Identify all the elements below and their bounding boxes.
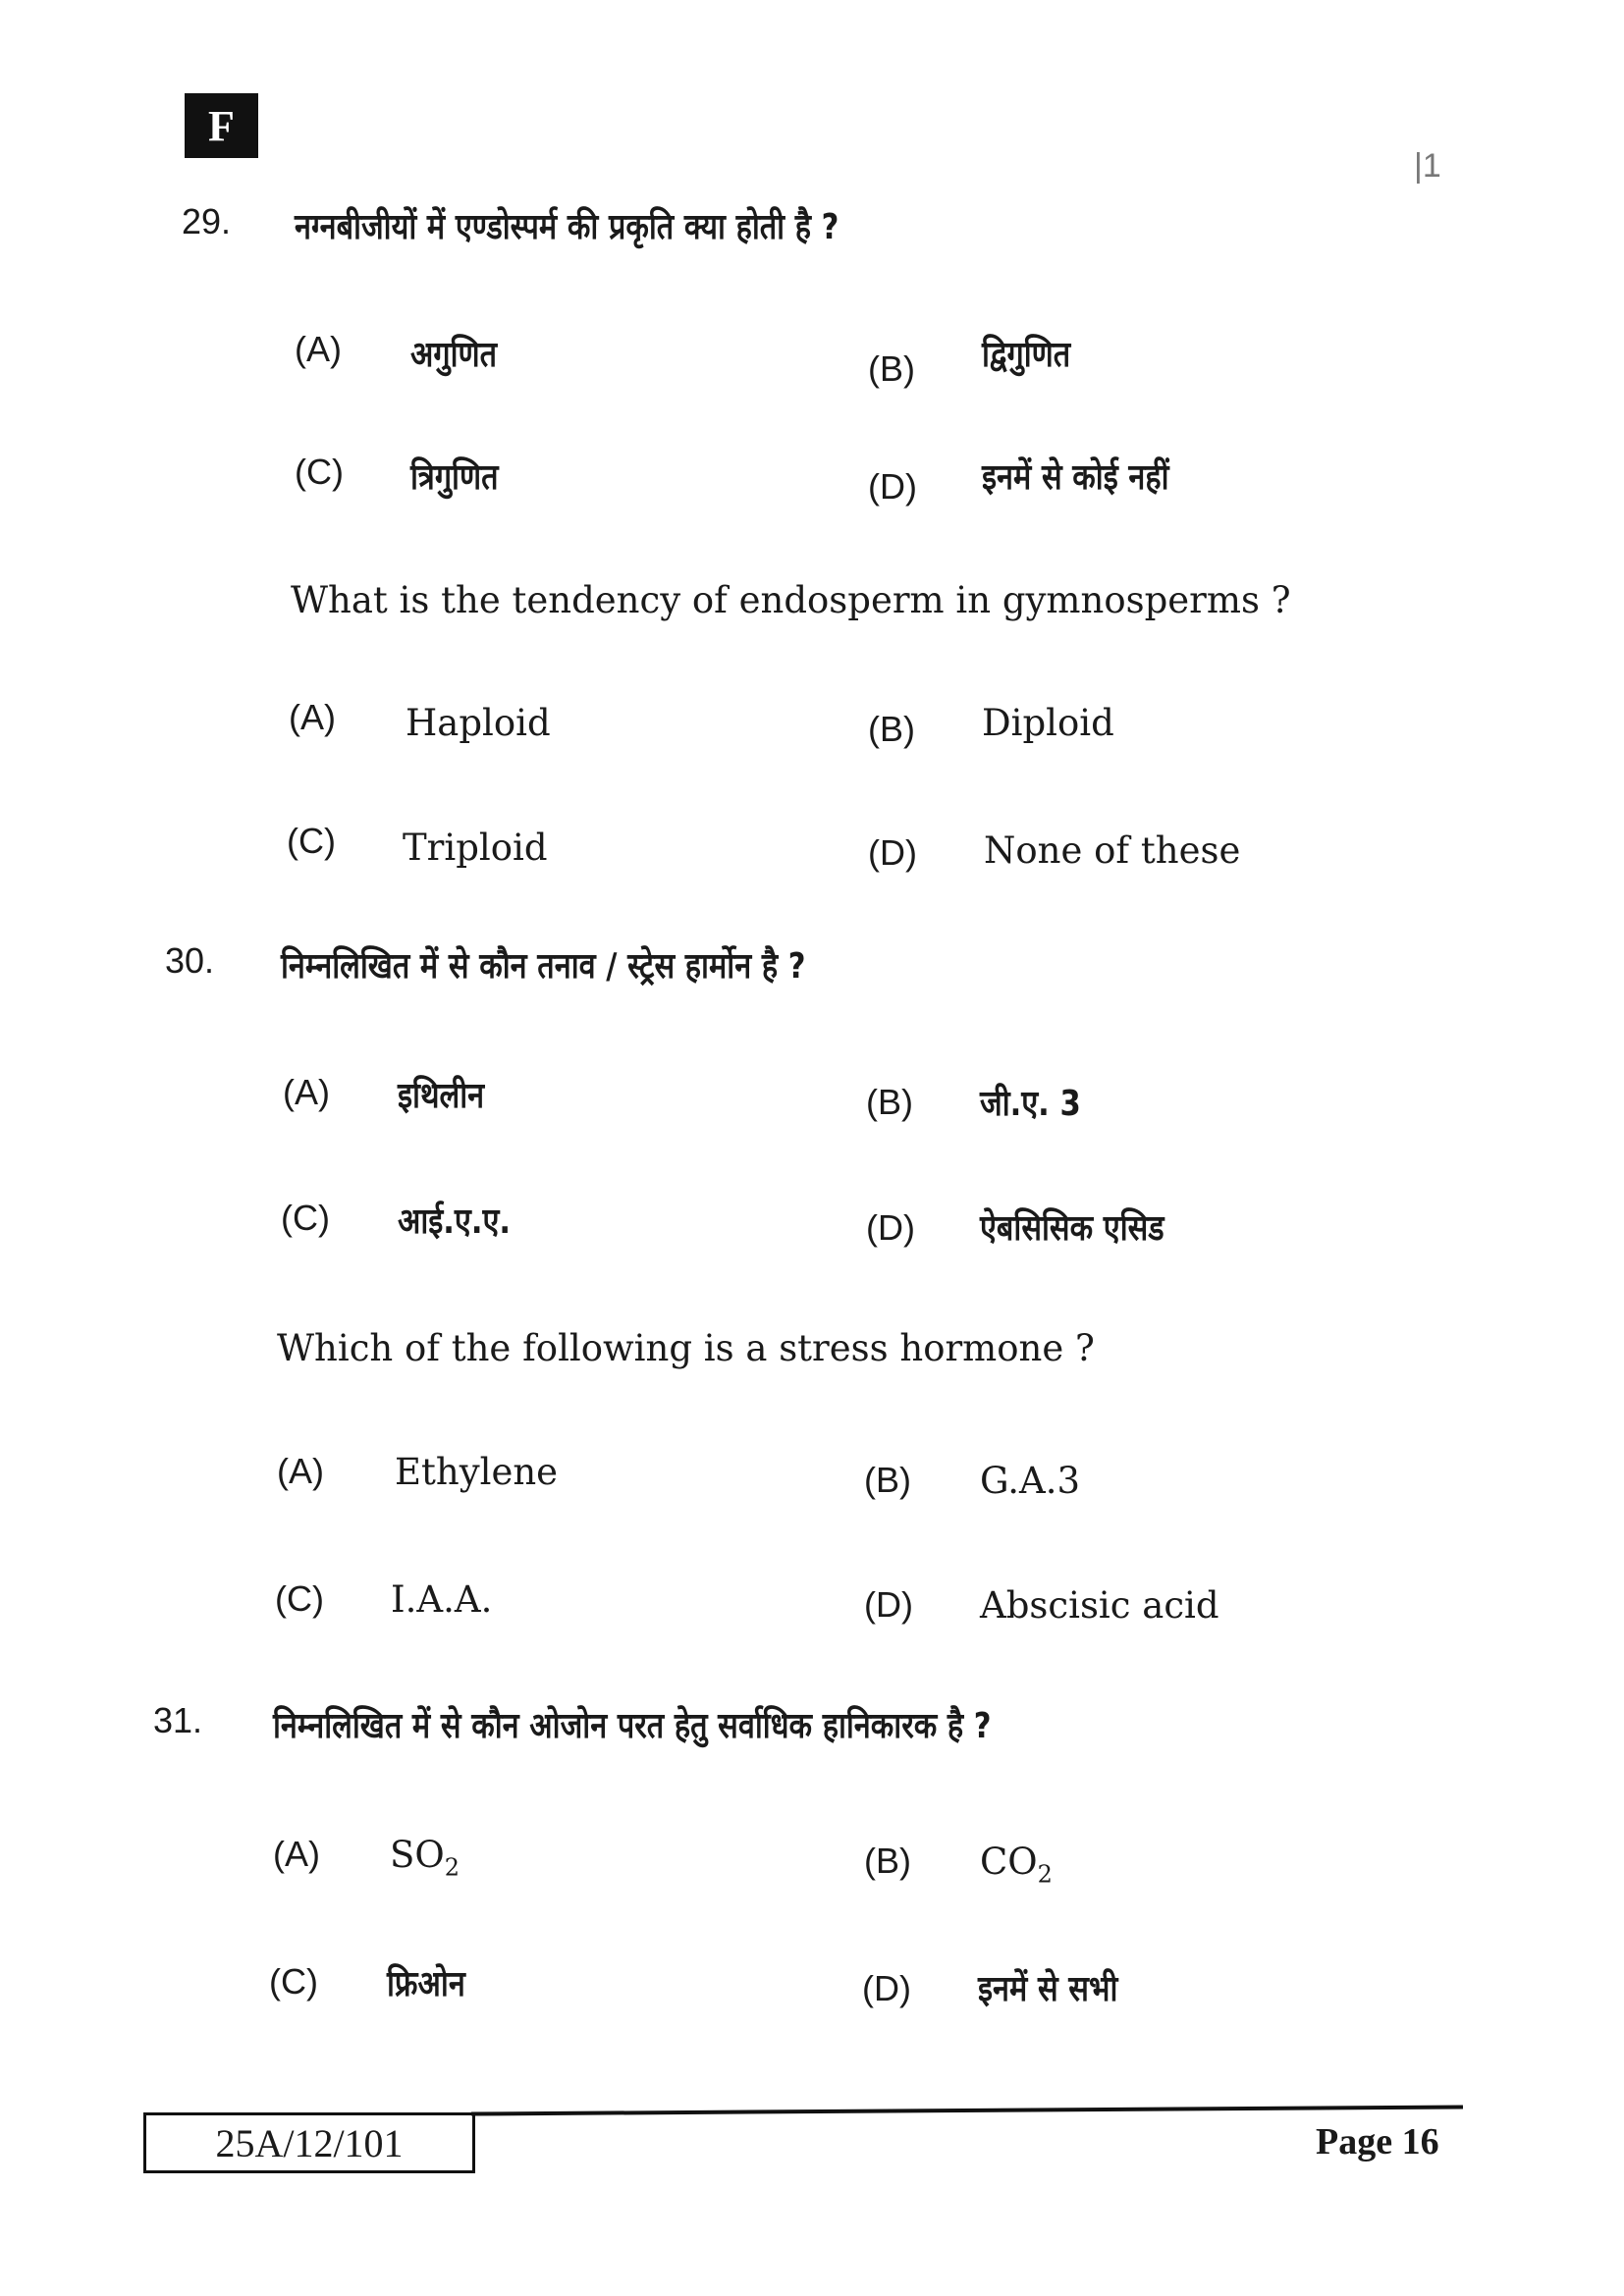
option-label: (C)	[275, 1578, 324, 1619]
option-label: (D)	[866, 1207, 915, 1248]
option-label: (D)	[862, 1968, 911, 2008]
option-text: फ्रिओन	[387, 1964, 465, 2004]
question-number: 29.	[182, 201, 232, 241]
option-label: (C)	[281, 1198, 330, 1238]
question-text-hindi: नग्नबीजीयों में एण्डोस्पर्म की प्रकृति क्या होती है ?	[295, 207, 839, 247]
paper-code: 25A/12/101	[143, 2112, 475, 2173]
question-text-hindi: निम्नलिखित में से कौन ओजोन परत हेतु सर्वाधिक हानिकारक है ?	[273, 1706, 992, 1746]
option-text: इनमें से कोई नहीं	[982, 457, 1169, 498]
option-text: Diploid	[982, 702, 1114, 744]
option-text: Abscisic acid	[980, 1584, 1219, 1627]
page-number: Page 16	[1316, 2121, 1439, 2163]
question-text-english: Which of the following is a stress hormone ?	[277, 1327, 1095, 1369]
option-label: (C)	[295, 452, 344, 492]
option-label: (B)	[866, 1082, 913, 1122]
footer-rule	[471, 2105, 1463, 2115]
option-text: Haploid	[406, 702, 551, 744]
option-label: (C)	[269, 1961, 318, 2002]
option-text: Triploid	[403, 827, 548, 869]
option-text: जी.ए. 3	[980, 1084, 1081, 1124]
option-label: (B)	[864, 1841, 911, 1881]
option-text: इनमें से सभी	[978, 1969, 1118, 2009]
option-label: (B)	[868, 709, 915, 749]
option-label: (A)	[273, 1834, 320, 1874]
option-label: (A)	[277, 1451, 324, 1491]
corner-mark: |1	[1414, 147, 1441, 185]
option-text: ऐबसिसिक एसिड	[980, 1208, 1164, 1249]
option-text: $CO_2$	[980, 1841, 1053, 1889]
option-text: आई.ए.ए.	[398, 1201, 512, 1242]
option-label: (B)	[864, 1460, 911, 1500]
option-label: (A)	[283, 1072, 330, 1112]
option-label: (C)	[287, 821, 336, 861]
option-text: त्रिगुणित	[410, 457, 499, 498]
question-number: 30.	[165, 940, 215, 981]
option-label: (D)	[868, 832, 917, 873]
option-label: (D)	[864, 1584, 913, 1625]
option-label: (D)	[868, 466, 917, 507]
option-text: अगुणित	[410, 335, 498, 375]
option-label: (A)	[295, 329, 342, 369]
question-text-english: What is the tendency of endosperm in gymnosperms ?	[291, 579, 1291, 621]
set-code-badge: F	[185, 93, 258, 158]
option-text: Ethylene	[395, 1451, 559, 1493]
option-text: द्विगुणित	[982, 335, 1071, 375]
option-text: G.A.3	[980, 1460, 1081, 1502]
question-number: 31.	[153, 1700, 203, 1740]
option-label: (B)	[868, 348, 915, 389]
option-text: $SO_2$	[390, 1834, 460, 1882]
option-text: इथिलीन	[398, 1076, 485, 1116]
option-text: None of these	[984, 829, 1241, 872]
option-text: I.A.A.	[391, 1578, 493, 1621]
option-label: (A)	[289, 697, 336, 737]
question-text-hindi: निम्नलिखित में से कौन तनाव / स्ट्रेस हार्मोन है ?	[281, 946, 806, 987]
